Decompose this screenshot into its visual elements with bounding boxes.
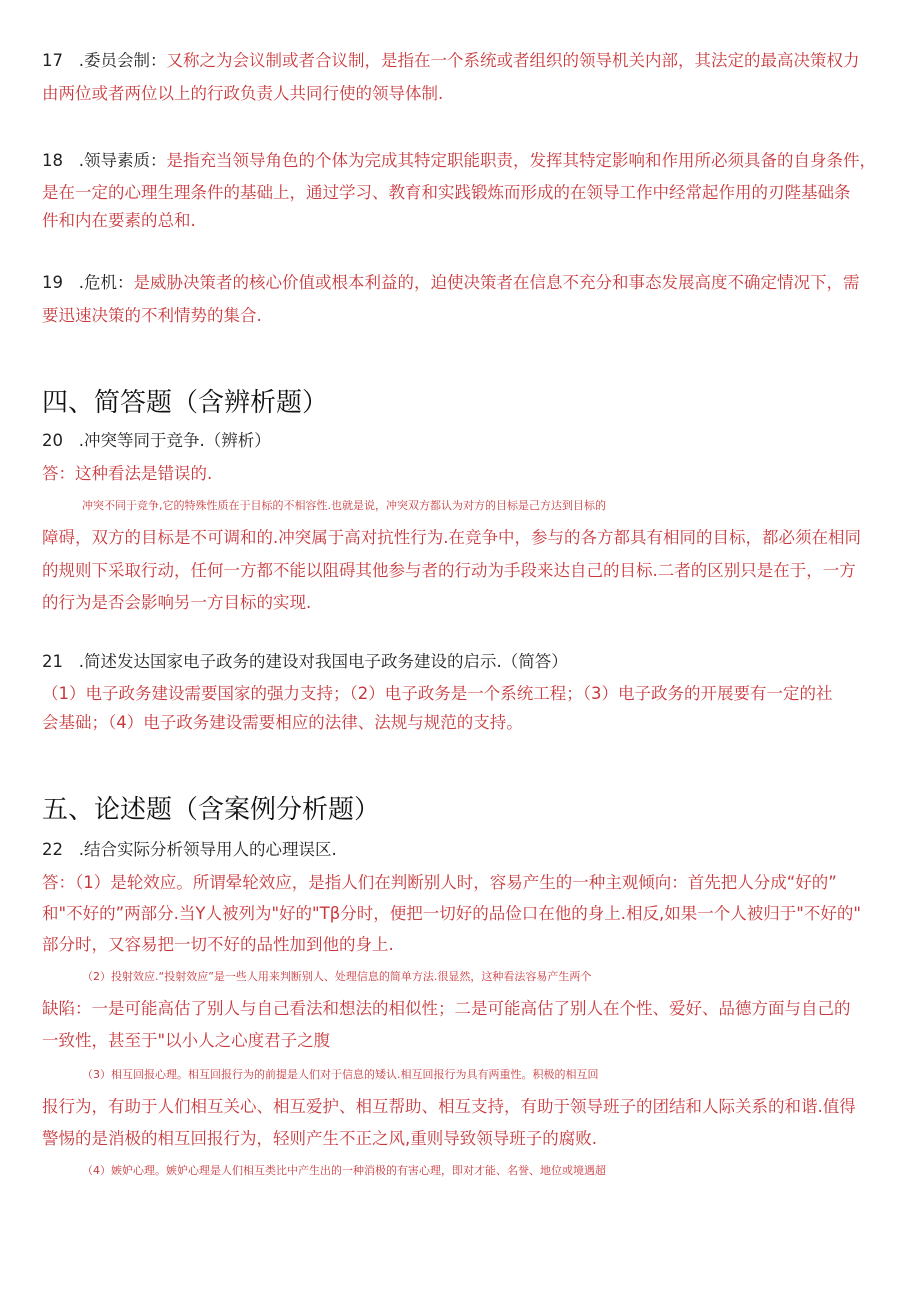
item-number: 17	[42, 51, 63, 70]
question-text: .冲突等同于竞争.（辨析）	[78, 431, 271, 450]
answer-22-line-5: 缺陷：一是可能高估了别人与自己看法和想法的相似性；二是可能高估了别人在个性、爱好、品德方面与自己的	[42, 999, 851, 1018]
item-number: 19	[42, 273, 63, 292]
answer-20-line-2: 障碍，双方的目标是不可调和的.冲突属于高对抗性行为.在竞争中，参与的各方都具有相同的目标，都必须在相同	[42, 528, 861, 547]
question-text: .结合实际分析领导用人的心理误区.	[78, 840, 337, 859]
item-17-line-2: 由两位或者两位以上的行政负责人共同行使的领导体制.	[42, 84, 444, 103]
item-18-line-2: 是在一定的心理生理条件的基础上，通过学习、教育和实践锻炼而形成的在领导工作中经常起作用的刃陛基础条	[42, 183, 851, 202]
answer-22-line-7: （3）相互回报心理。相互回报行为的前提是人们对于信息的矮认.相互回报行为具有两重性。积极的相互回	[82, 1068, 599, 1081]
question-number: 22	[42, 840, 63, 859]
question-22	[42, 834, 882, 866]
question-number: 21	[42, 652, 63, 671]
item-17-line-1	[42, 45, 882, 77]
answer-22-line-6: 一致性，甚至于"以小人之心度君子之腹	[42, 1031, 331, 1050]
item-definition: 是威胁决策者的核心价值或根本利益的，迫使决策者在信息不充分和事态发展高度不确定情况下，需	[133, 273, 860, 292]
answer-20-line-3: 的规则下采取行动，任何一方都不能以阻碍其他参与者的行动为手段来达自己的目标.二者的区别只是在于，一方	[42, 561, 856, 580]
question-20	[42, 425, 882, 457]
answer-22-line-9: 警惕的是消极的相互回报行为，轻则产生不正之风,重则导致领导班子的腐败.	[42, 1129, 597, 1148]
answer-20-lead: 答：这种看法是错误的.	[42, 464, 213, 483]
answer-22-line-10: （4）嫉妒心理。嫉妒心理是人们相互类比中产生出的一种消极的有害心理，即对才能、名誉、地位或境遇超	[82, 1164, 606, 1177]
answer-22-line-8: 报行为，有助于人们相互关心、相互爱护、相互帮助、相互支持，有助于领导班子的团结和人际关系的和谐.值得	[42, 1097, 856, 1116]
answer-20-line-4: 的行为是否会影响另一方目标的实现.	[42, 593, 312, 612]
item-term: .危机：	[78, 273, 134, 292]
question-text: .简述发达国家电子政务的建设对我国电子政务建设的启示.（简答）	[78, 652, 568, 671]
item-term: .委员会制：	[78, 51, 167, 70]
answer-22-line-4: （2）投射效应.“投射效应”是一些人用来判断别人、处理信息的简单方法.很显然，这种看法容易产生两个	[82, 970, 592, 983]
section-5-heading: 五、论述题（含案例分析题）	[42, 795, 381, 825]
answer-21-line-2: 会基础；（4）电子政务建设需要相应的法律、法规与规范的支持。	[42, 713, 523, 732]
question-21	[42, 646, 882, 678]
answer-22-line-1: 答：（1）是轮效应。所谓晕轮效应，是指人们在判断别人时，容易产生的一种主观倾向：首先把人分成“好的”	[42, 873, 837, 892]
item-term: .领导素质：	[78, 151, 167, 170]
item-definition: 是指充当领导角色的个体为完成其特定职能职责，发挥其特定影响和作用所必须具备的自身条件，	[166, 151, 876, 170]
section-4-heading: 四、简答题（含辨析题）	[42, 388, 329, 418]
item-19-line-2: 要迅速决策的不利情势的集合.	[42, 306, 262, 325]
item-19-line-1	[42, 267, 882, 299]
item-number: 18	[42, 151, 63, 170]
answer-22-line-3: 部分时，又容易把一切不好的品性加到他的身上.	[42, 935, 394, 954]
question-number: 20	[42, 431, 63, 450]
item-18-line-3: 件和内在要素的总和.	[42, 211, 196, 230]
answer-22-line-2: 和"不好的”两部分.当Y人被列为"好的"Tβ分时，便把一切好的品俭口在他的身上.相反,如果一个人被归于"不好的"	[42, 904, 861, 923]
answer-20-line-1: 冲突不同于竞争,它的特殊性质在于目标的不相容性.也就是说，冲突双方都认为对方的目标是己方达到目标的	[82, 499, 606, 512]
item-18-line-1	[42, 145, 882, 177]
answer-21-line-1: （1）电子政务建设需要国家的强力支持；（2）电子政务是一个系统工程；（3）电子政务的开展要有一定的社	[42, 684, 833, 703]
item-definition: 又称之为会议制或者合议制，是指在一个系统或者组织的领导机关内部，其法定的最高决策权力	[166, 51, 860, 70]
